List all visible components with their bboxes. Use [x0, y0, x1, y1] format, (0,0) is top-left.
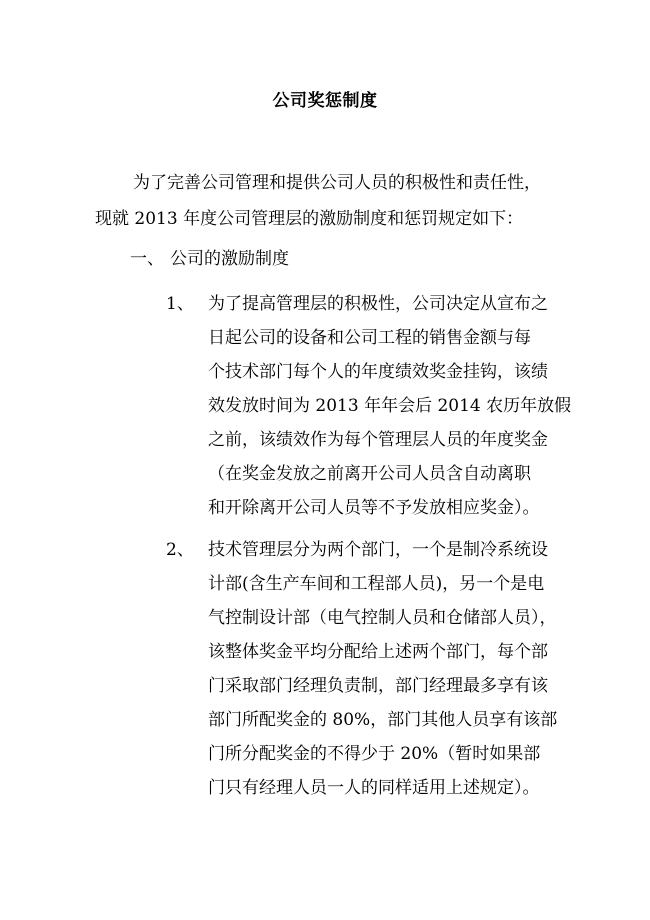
section-heading — [130, 245, 289, 273]
text-line: 效发放时间为 2013 年年会后 2014 农历年放假 — [208, 396, 572, 416]
text-line: 技术管理层分为两个部门，一个是制冷系统设 — [208, 540, 548, 560]
text-line: 计部(含生产车间和工程部人员)，另一个是电 — [208, 574, 545, 594]
list-item-text — [208, 287, 588, 525]
text-line: 和开除离开公司人员等不予发放相应奖金）。 — [208, 498, 540, 518]
section-heading-text: 公司的激励制度 — [170, 249, 289, 269]
text-line: 为了提高管理层的积极性，公司决定从宣布之 — [208, 294, 548, 314]
intro-paragraph — [95, 165, 565, 237]
text-line: 部门所配奖金的 80%，部门其他人员享有该部 — [208, 710, 558, 730]
list-item-number: 1、 — [166, 294, 194, 314]
text-line: 该整体奖金平均分配给上述两个部门，每个部 — [208, 642, 548, 662]
text-line: 气控制设计部（电气控制人员和仓储部人员）， — [208, 608, 557, 628]
text-line: 门所分配奖金的不得少于 20%（暂时如果部 — [208, 744, 541, 764]
text-line: 之前，该绩效作为每个管理层人员的年度奖金 — [208, 430, 548, 450]
list-item-text — [208, 533, 588, 805]
text-line: 门采取部门经理负责制，部门经理最多享有该 — [208, 676, 548, 696]
text-line: 个技术部门每个人的年度绩效奖金挂钩，该绩 — [208, 362, 548, 382]
text-line: 门只有经理人员一人的同样适用上述规定）。 — [208, 778, 540, 798]
text-line: （在奖金发放之前离开公司人员含自动离职 — [208, 464, 531, 484]
section-marker: 一、 — [130, 249, 164, 269]
intro-line: 现就 2013 年度公司管理层的激励制度和惩罚规定如下： — [95, 209, 524, 229]
document-title: 公司奖惩制度 — [272, 91, 378, 111]
intro-line: 为了完善公司管理和提供公司人员的积极性和责任性， — [133, 173, 541, 193]
text-line: 日起公司的设备和公司工程的销售金额与每 — [208, 328, 531, 348]
list-item-number: 2、 — [166, 540, 194, 560]
